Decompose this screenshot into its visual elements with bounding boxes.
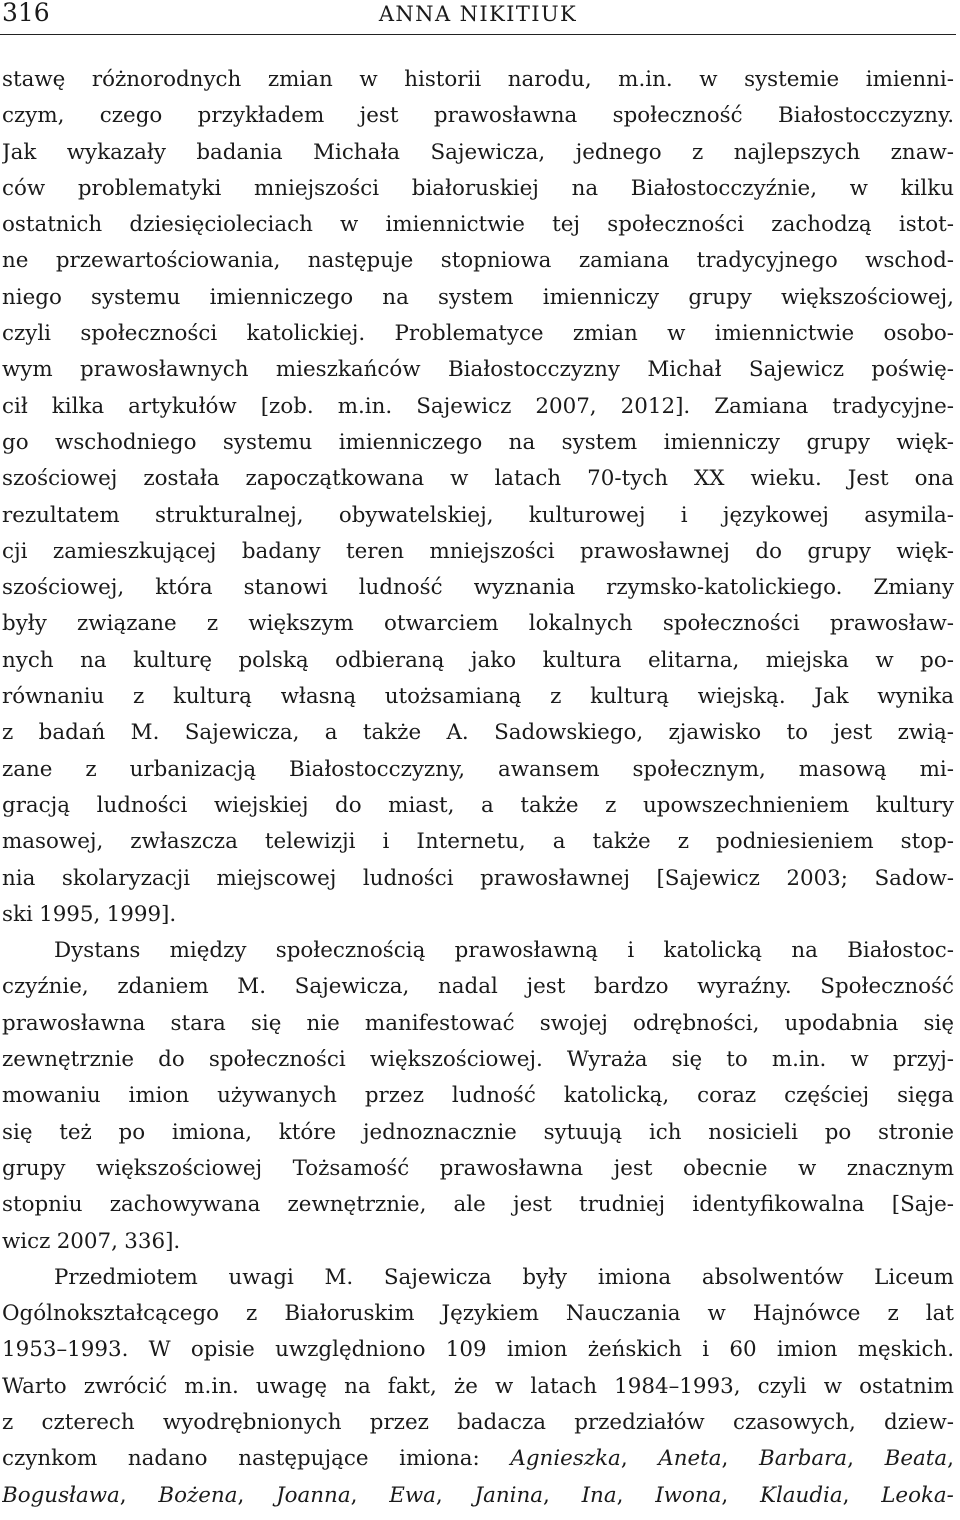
text-line: stopniu zachowywana zewnętrznie, ale jest trudniej identyfikowalna [Saje- bbox=[2, 1192, 954, 1218]
text-line: czyli społeczności katolickiej. Problematyce zmian w imiennictwie osobo- bbox=[2, 321, 954, 347]
text-line: czym, czego przykładem jest prawosławna społeczność Białostocczyzny. bbox=[2, 103, 954, 129]
name-italic: Agnieszka bbox=[510, 1446, 621, 1472]
text-line: Dystans między społecznością prawosławną i katolicką na Białostoc- bbox=[54, 938, 954, 964]
text-line: masowej, zwłaszcza telewizji i Internetu, a także z podniesieniem stop- bbox=[2, 829, 954, 855]
text-line: ski 1995, 1999]. bbox=[2, 901, 177, 927]
text-line: cił kilka artykułów [zob. m.in. Sajewicz 2007, 2012]. Zamiana tradycyjne- bbox=[2, 393, 954, 419]
text-line: Przedmiotem uwagi M. Sajewicza były imiona absolwentów Liceum bbox=[54, 1264, 954, 1290]
paragraph bbox=[2, 933, 954, 1260]
text-line: 1953–1993. W opisie uwzględniono 109 imion żeńskich i 60 imion męskich. bbox=[2, 1337, 954, 1363]
text-line: czynkom nadano następujące imiona: Agnieszka, Aneta, Barbara, Beata, bbox=[2, 1446, 954, 1472]
text-line: szościowej została zapoczątkowana w latach 70-tych XX wieku. Jest ona bbox=[2, 466, 954, 492]
name-italic: Ina bbox=[581, 1482, 617, 1508]
text-line: szościowej, która stanowi ludność wyznania rzymsko-katolickiego. Zmiany bbox=[2, 575, 954, 601]
running-header bbox=[0, 0, 956, 35]
name-italic: Bogusława bbox=[2, 1482, 120, 1508]
text-line: rezultatem strukturalnej, obywatelskiej, kulturowej i językowej asymila- bbox=[2, 502, 954, 528]
text-line: czyźnie, zdaniem M. Sajewicza, nadal jest bardzo wyraźny. Społeczność bbox=[2, 974, 954, 1000]
text-line: wym prawosławnych mieszkańców Białostocczyzny Michał Sajewicz poświę- bbox=[2, 357, 954, 383]
text-line: nia skolaryzacji miejscowej ludności prawosławnej [Sajewicz 2003; Sadow- bbox=[2, 865, 954, 891]
paragraph bbox=[2, 1260, 954, 1514]
text-line: Warto zwrócić m.in. uwagę na fakt, że w latach 1984–1993, czyli w ostatnim bbox=[2, 1373, 954, 1399]
running-title: ANNA NIKITIUK bbox=[378, 2, 578, 26]
text-line: cji zamieszkującej badany teren mniejszości prawosławnej do grupy więk- bbox=[2, 538, 954, 564]
text-line: niego systemu imienniczego na system imienniczy grupy większościowej, bbox=[2, 284, 954, 310]
text-line: zewnętrznie do społeczności większościowej. Wyraża się to m.in. w przyj- bbox=[2, 1047, 954, 1073]
name-italic: Bożena bbox=[158, 1482, 238, 1508]
text-line: były związane z większym otwarciem lokalnych społeczności prawosław- bbox=[2, 611, 954, 637]
text-line: Jak wykazały badania Michała Sajewicza, jednego z najlepszych znaw- bbox=[2, 139, 954, 165]
text-line: z czterech wyodrębnionych przez badacza przedziałów czasowych, dziew- bbox=[2, 1409, 954, 1435]
name-italic: Ewa bbox=[389, 1482, 436, 1508]
text-line: ostatnich dziesięcioleciach w imiennictwie tej społeczności zachodzą istot- bbox=[2, 212, 954, 238]
text-line: stawę różnorodnych zmian w historii narodu, m.in. w systemie imienni- bbox=[2, 67, 954, 92]
name-italic: Barbara bbox=[759, 1446, 848, 1472]
body-text bbox=[2, 62, 954, 1514]
name-italic: Joanna bbox=[276, 1482, 351, 1508]
text-line: gracją ludności wiejskiej do miast, a także z upowszechnieniem kultury bbox=[2, 792, 954, 818]
text-line: się też po imiona, które jednoznacznie sytuują ich nosicieli po stronie bbox=[2, 1119, 954, 1145]
name-italic: Aneta bbox=[658, 1446, 722, 1472]
text-line: go wschodniego systemu imienniczego na system imienniczy grupy więk- bbox=[2, 429, 954, 455]
name-italic: Leoka- bbox=[881, 1482, 954, 1508]
name-italic: Beata bbox=[884, 1446, 948, 1472]
text-line: Bogusława, Bożena, Joanna, Ewa, Janina, Ina, Iwona, Klaudia, Leoka- bbox=[2, 1482, 954, 1508]
text-line: Ogólnokształcącego z Białoruskim Językiem Nauczania w Hajnówce z lat bbox=[2, 1301, 954, 1327]
text-line: ców problematyki mniejszości białoruskiej na Białostocczyźnie, w kilku bbox=[2, 175, 954, 201]
text-line: zane z urbanizacją Białostocczyzny, awansem społecznym, masową mi- bbox=[2, 756, 954, 782]
text-line: wicz 2007, 336]. bbox=[2, 1228, 181, 1254]
name-italic: Janina bbox=[474, 1482, 543, 1508]
name-italic: Klaudia bbox=[759, 1482, 843, 1508]
text-line: grupy większościowej Tożsamość prawosławna jest obecnie w znacznym bbox=[2, 1155, 954, 1181]
text-line: nych na kulturę polską odbieraną jako kultura elitarna, miejska w po- bbox=[2, 647, 954, 673]
text-line: ne przewartościowania, następuje stopniowa zamiana tradycyjnego wschod- bbox=[2, 248, 954, 274]
paragraph bbox=[2, 62, 954, 933]
name-italic: Iwona bbox=[655, 1482, 722, 1508]
page-number: 316 bbox=[2, 0, 50, 27]
text-line: równaniu z kulturą własną utożsamianą z kulturą wiejską. Jak wynika bbox=[2, 684, 954, 710]
text-line: mowaniu imion używanych przez ludność katolicką, coraz częściej sięga bbox=[2, 1083, 954, 1109]
text-line: prawosławna stara się nie manifestować swojej odrębności, upodabnia się bbox=[2, 1010, 954, 1036]
text-line: z badań M. Sajewicza, a także A. Sadowskiego, zjawisko to jest zwią- bbox=[2, 720, 954, 746]
